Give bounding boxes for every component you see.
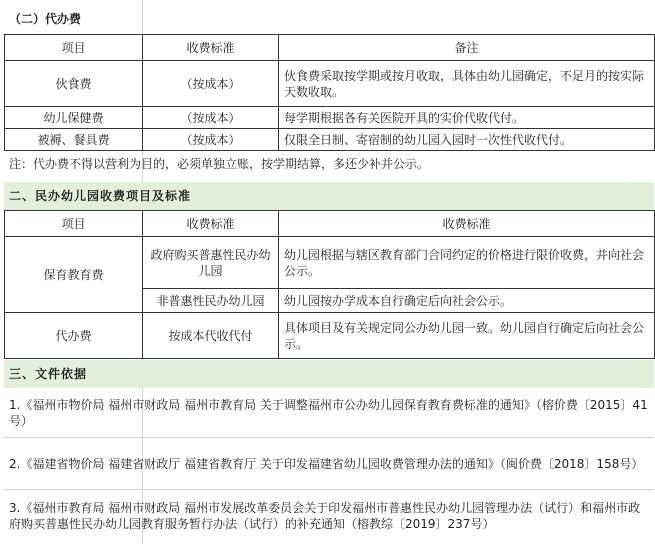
table-row xyxy=(5,107,655,129)
row-standard: （按成本） xyxy=(143,129,279,151)
row-divider xyxy=(4,437,654,438)
row-standard: （按成本） xyxy=(143,107,279,129)
agency-fee-desc: 具体项目及有关规定同公办幼儿园一致。幼儿园自行确定后向社会公示。 xyxy=(279,313,655,359)
section1-title-table xyxy=(4,4,654,34)
section3-title: 三、文件依据 xyxy=(4,360,654,388)
row-remark: 每学期根据各有关医院开具的实价代收代付。 xyxy=(279,107,655,129)
table-row xyxy=(5,237,655,289)
reference-document: 3.《福州市教育局 福州市财政局 福州市发展改革委员会关于印发福州市普惠性民办幼儿园管理办法（试行）和福州市政府购买普惠性民办幼儿园教育服务暂行办法（试行）的补充通知（榕教综〔2019〕237号） xyxy=(9,501,641,531)
table-row xyxy=(5,61,655,107)
list-item xyxy=(4,490,654,542)
section3-title-table xyxy=(4,360,654,388)
care-fee-desc: 幼儿园根据与辖区教育部门合同约定的价格进行限价收费，并向社会公示。 xyxy=(279,237,655,289)
reference-documents-table xyxy=(4,388,654,542)
header-standard: 收费标准 xyxy=(143,35,279,61)
section2-title: 二、民办幼儿园收费项目及标准 xyxy=(4,182,654,210)
agency-fee-type: 按成本代收代付 xyxy=(143,313,279,359)
section1-note: 注：代办费不得以营利为目的，必须单独立账，按学期结算，多还少补并公示。 xyxy=(9,157,430,171)
header-standard-detail: 收费标准 xyxy=(279,211,655,237)
table-header-row xyxy=(5,211,655,237)
section2-title-table xyxy=(4,182,654,210)
care-fee-type: 非普惠性民办幼儿园 xyxy=(143,289,279,313)
list-item xyxy=(4,438,654,490)
table-row xyxy=(5,129,655,151)
private-kindergarten-fee-table xyxy=(4,210,655,359)
note-table xyxy=(4,150,654,178)
table-header-row xyxy=(5,35,655,61)
agency-fee-item: 代办费 xyxy=(5,313,143,359)
header-item: 项目 xyxy=(5,211,143,237)
row-standard: （按成本） xyxy=(143,61,279,107)
header-item: 项目 xyxy=(5,35,143,61)
header-remark: 备注 xyxy=(279,35,655,61)
reference-document: 2.《福建省物价局 福建省财政厅 福建省教育厅 关于印发福建省幼儿园收费管理办法的通知》（闽价费〔2018〕158号） xyxy=(9,457,644,471)
row-remark: 仅限全日制、寄宿制的幼儿园入园时一次性代收代付。 xyxy=(279,129,655,151)
row-remark: 伙食费采取按学期或按月收取，具体由幼儿园确定，不足月的按实际天数收取。 xyxy=(279,61,655,107)
care-fee-item: 保育教育费 xyxy=(5,237,143,313)
row-item: 被褥、餐具费 xyxy=(5,129,143,151)
reference-document: 1.《福州市物价局 福州市财政局 福州市教育局 关于调整福州市公办幼儿园保育教育费标准的通知》（榕价费〔2015〕41号） xyxy=(9,398,648,428)
row-divider xyxy=(4,489,654,490)
table-row xyxy=(5,313,655,359)
row-item: 幼儿保健费 xyxy=(5,107,143,129)
header-standard: 收费标准 xyxy=(143,211,279,237)
row-item: 伙食费 xyxy=(5,61,143,107)
agency-fee-table xyxy=(4,34,655,151)
section1-title: （二）代办费 xyxy=(9,12,82,26)
list-item xyxy=(4,388,654,438)
care-fee-type: 政府购买普惠性民办幼儿园 xyxy=(143,237,279,289)
care-fee-desc: 幼儿园按办学成本自行确定后向社会公示。 xyxy=(279,289,655,313)
